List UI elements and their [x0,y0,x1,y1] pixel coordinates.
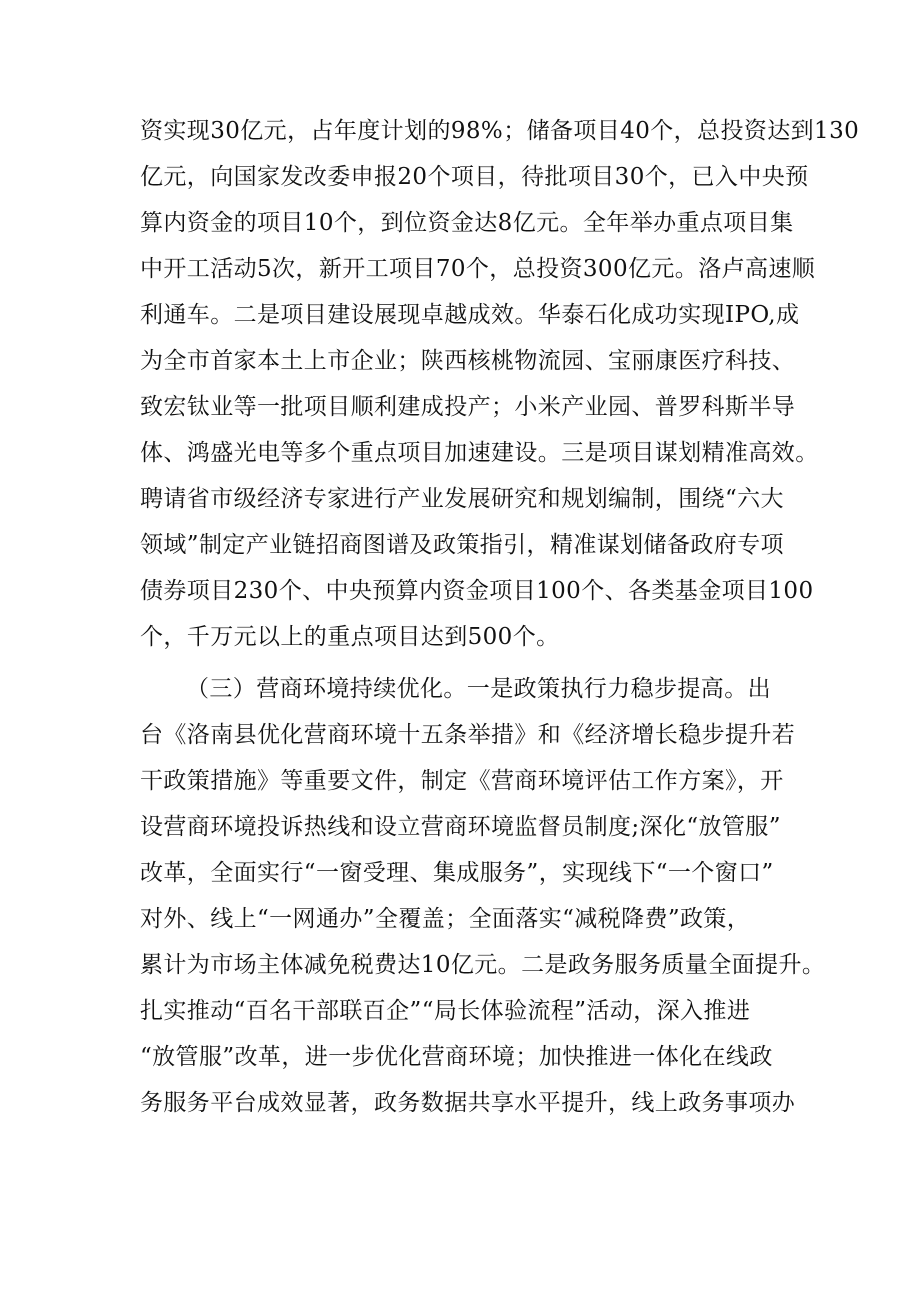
paragraph-business-environment [140,666,826,1126]
text-line: 领域”制定产业链招商图谱及政策指引，精准谋划储备政府专项 [140,532,784,558]
text-line: “放管服”改革，进一步优化营商环境；加快推进一体化在线政 [140,1044,773,1070]
text-line: 致宏钛业等一批项目顺利建成投产；小米产业园、普罗科斯半导 [140,394,796,420]
text-line: 亿元，向国家发改委申报20个项目，待批项目30个，已入中央预 [140,164,809,190]
text-line: 资实现30亿元，占年度计划的98%；储备项目40个，总投资达到130 [140,118,860,144]
text-line: 为全市首家本土上市企业；陕西核桃物流园、宝丽康医疗科技、 [140,348,796,374]
text-line: 设营商环境投诉热线和设立营商环境监督员制度;深化“放管服” [140,814,781,840]
text-line: 个，千万元以上的重点项目达到500个。 [140,624,560,650]
text-line: 算内资金的项目10个，到位资金达8亿元。全年举办重点项目集 [140,210,794,236]
text-line: 聘请省市级经济专家进行产业发展研究和规划编制，围绕“六大 [140,486,784,512]
text-line: 扎实推动“百名干部联百企”“局长体验流程”活动，深入推进 [140,998,751,1024]
text-line: 体、鸿盛光电等多个重点项目加速建设。三是项目谋划精准高效。 [140,440,819,466]
paragraph-project-construction [140,108,860,660]
text-line: 债券项目230个、中央预算内资金项目100个、各类基金项目100 [140,578,814,604]
document-body [140,108,860,1126]
text-line: 改革，全面实行“一窗受理、集成服务”，实现线下“一个窗口” [140,860,774,886]
text-line: 利通车。二是项目建设展现卓越成效。华泰石化成功实现IPO,成 [140,302,800,328]
text-line: 对外、线上“一网通办”全覆盖；全面落实“减税降费”政策， [140,906,751,932]
text-line: 务服务平台成效显著，政务数据共享水平提升，线上政务事项办 [140,1090,796,1116]
text-line-indented: （三）营商环境持续优化。一是政策执行力稳步提高。出 [186,676,771,702]
text-line: 台《洛南县优化营商环境十五条举措》和《经济增长稳步提升若 [140,722,796,748]
text-line: 中开工活动5次，新开工项目70个，总投资300亿元。洛卢高速顺 [140,256,816,282]
text-line: 累计为市场主体减免税费达10亿元。二是政务服务质量全面提升。 [140,952,826,978]
text-line: 干政策措施》等重要文件，制定《营商环境评估工作方案》，开 [140,768,784,794]
